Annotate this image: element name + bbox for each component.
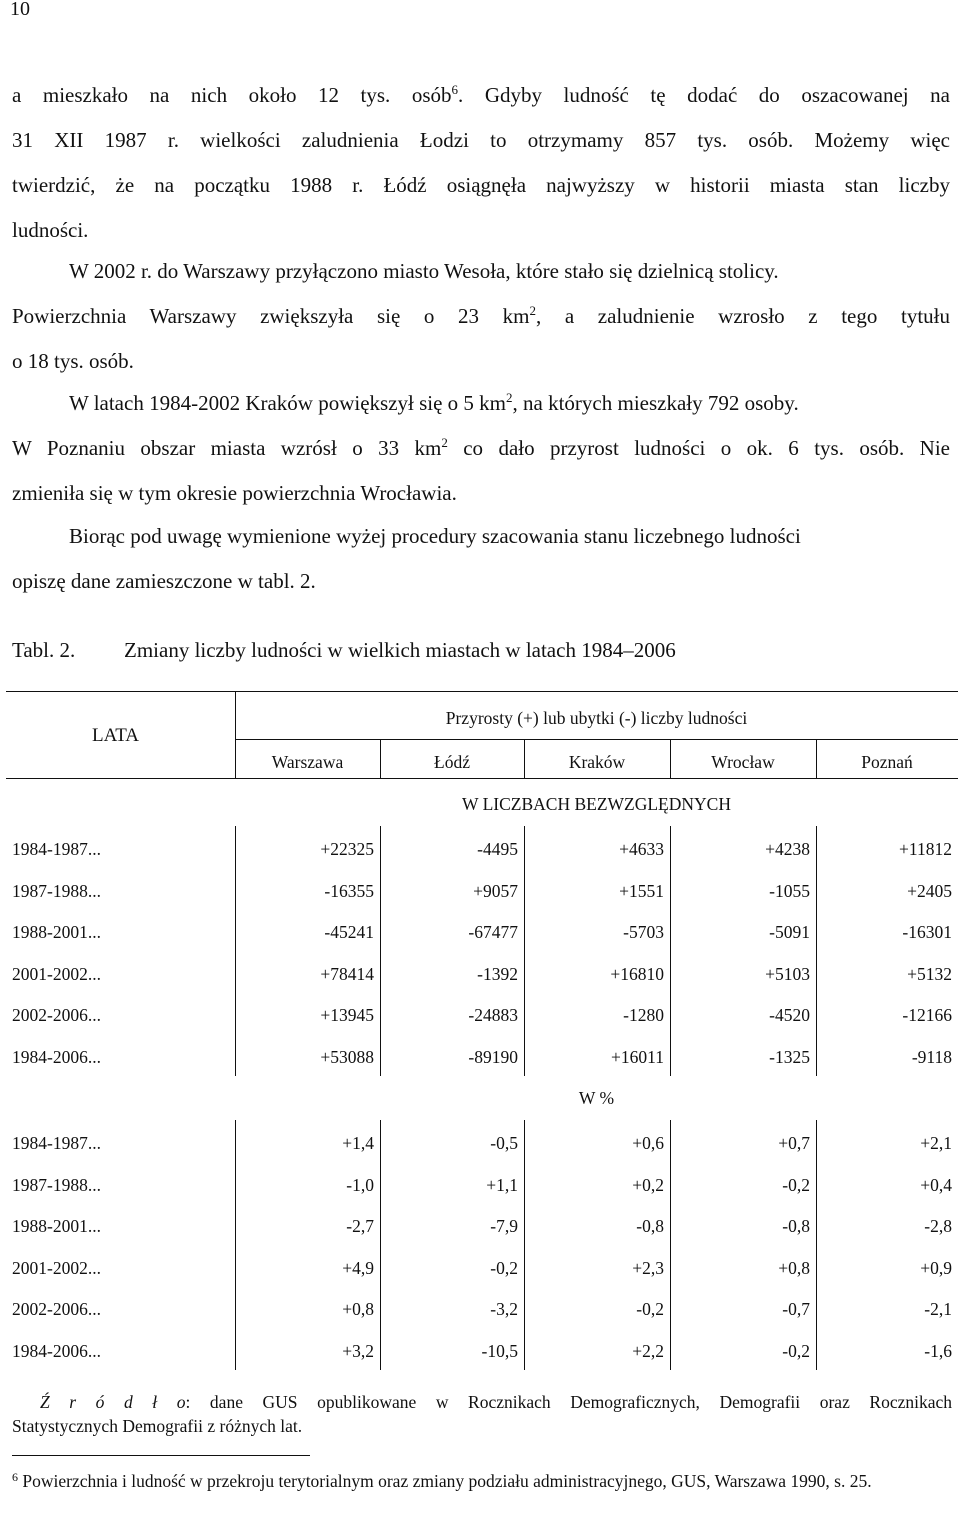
- table-cell: -4520: [769, 1005, 810, 1025]
- paragraph-line: ludności.: [12, 218, 89, 242]
- table-cell: +13945: [320, 1005, 374, 1025]
- column-divider: [670, 1120, 671, 1370]
- table-caption-label: Tabl. 2.: [12, 638, 76, 662]
- row-label: 1984-2006...: [12, 1046, 101, 1067]
- group-header-rule: [235, 739, 958, 740]
- row-label: 2002-2006...: [12, 1005, 101, 1025]
- table-cell: -0,5: [490, 1133, 518, 1153]
- source-text: : dane GUS opublikowane w Rocznikach Demograficznych, Demografii oraz Rocznikach: [185, 1392, 953, 1412]
- table-source: [12, 1390, 952, 1438]
- table-cell: -10,5: [481, 1340, 518, 1361]
- row-label: 1987-1988...: [12, 1174, 101, 1195]
- paragraph-line: W 2002 r. do Warszawy przyłączono miasto Wesoła, które stało się dzielnicą stolicy.: [69, 259, 779, 283]
- table-cell: +9057: [473, 880, 518, 901]
- table-cell: +0,7: [778, 1133, 810, 1153]
- table-cell: +3,2: [342, 1340, 374, 1361]
- header-divider: [670, 739, 671, 778]
- table-cell: -0,2: [782, 1340, 810, 1361]
- column-divider: [380, 826, 381, 1076]
- table-cell: +0,8: [342, 1299, 374, 1319]
- table-cell: +53088: [320, 1046, 374, 1067]
- row-label: 1984-2006...: [12, 1340, 101, 1361]
- text-run: Powierzchnia Warszawy zwiększyła się o 23 km: [12, 304, 530, 328]
- footnote: [12, 1470, 948, 1493]
- text-run: a mieszkało na nich około 12 tys. osób: [12, 83, 452, 107]
- table-cell: +5103: [765, 963, 810, 984]
- table-cell: +0,6: [632, 1133, 664, 1153]
- table-cell: +2,1: [920, 1133, 952, 1153]
- table-cell: -24883: [468, 1005, 518, 1025]
- table-cell: +22325: [320, 839, 374, 859]
- source-label: Ź r ó d ł o: [40, 1392, 186, 1412]
- text-run: . Gdyby ludność tę dodać do oszacowanej na: [458, 83, 950, 107]
- column-divider: [235, 1120, 236, 1370]
- table-cell: -16301: [902, 922, 952, 942]
- paragraph-line: zmieniła się w tym okresie powierzchnia Wrocławia.: [12, 481, 457, 505]
- stub-header: LATA: [92, 725, 140, 746]
- section-title: W %: [578, 1088, 615, 1108]
- text-run: W Poznaniu obszar miasta wzrósł o 33 km: [12, 436, 442, 460]
- column-divider: [380, 1120, 381, 1370]
- header-divider: [524, 739, 525, 778]
- paragraph-line: [12, 426, 950, 471]
- text-run: co dało przyrost ludności o ok. 6 tys. osób. Nie: [447, 436, 951, 460]
- column-header: Warszawa: [271, 752, 344, 772]
- table-cell: +0,4: [920, 1174, 952, 1195]
- footnote-text: Powierzchnia i ludność w przekroju terytorialnym oraz zmiany podziału administracyjnego, GUS, Warszawa 1990, s. 25.: [18, 1471, 872, 1491]
- paragraph-2: [12, 249, 950, 384]
- column-divider: [524, 1120, 525, 1370]
- paragraph-3: [12, 381, 950, 516]
- table-cell: +16011: [611, 1046, 664, 1067]
- header-divider: [816, 739, 817, 778]
- table-caption: [12, 638, 676, 663]
- paragraph-line: o 18 tys. osób.: [12, 349, 134, 373]
- text-run: , a zaludnienie wzrosło z tego tytułu: [535, 304, 950, 328]
- column-header: Łódź: [434, 752, 470, 772]
- table-cell: -89190: [468, 1046, 518, 1067]
- table-cell: -1,0: [346, 1174, 374, 1195]
- footnote-mark: 6: [12, 1470, 18, 1484]
- paragraph-line: [12, 294, 950, 339]
- row-label: 1987-1988...: [12, 880, 101, 901]
- table-cell: -7,9: [490, 1216, 518, 1236]
- table-cell: -3,2: [490, 1299, 518, 1319]
- table-cell: +4238: [765, 839, 810, 859]
- paragraph-line: 31 XII 1987 r. wielkości zaludnienia Łodzi to otrzymamy 857 tys. osób. Możemy więc: [12, 128, 950, 152]
- table-cell: +16810: [610, 963, 664, 984]
- table-caption-title: Zmiany liczby ludności w wielkich miastach w latach 1984–2006: [124, 638, 676, 662]
- text-run: W latach 1984-2002 Kraków powiększył się o 5 km: [69, 391, 507, 415]
- paragraph-line: twierdzić, że na początku 1988 r. Łódź osiągnęła najwyższy w historii miasta stan liczby: [12, 173, 950, 197]
- column-divider: [816, 826, 817, 1076]
- table-top-rule: [6, 691, 958, 692]
- table-cell: +0,9: [920, 1257, 952, 1278]
- column-header: Poznań: [861, 752, 913, 772]
- column-divider: [670, 826, 671, 1076]
- row-label: 2002-2006...: [12, 1299, 101, 1319]
- footnote-separator: [12, 1455, 310, 1456]
- row-label: 1984-1987...: [12, 839, 101, 859]
- table-cell: +11812: [899, 839, 952, 859]
- superscript: 2: [441, 435, 448, 450]
- text-run: , na których mieszkały 792 osoby.: [512, 391, 799, 415]
- table-cell: -0,2: [490, 1257, 518, 1278]
- table-cell: -1055: [769, 880, 810, 901]
- table-cell: -67477: [468, 922, 518, 942]
- column-divider: [524, 826, 525, 1076]
- source-line: [12, 1390, 952, 1414]
- table-cell: +4,9: [342, 1257, 374, 1278]
- column-header-rule: [6, 778, 958, 779]
- table-cell: +2,3: [632, 1257, 664, 1278]
- source-line: Statystycznych Demografii z różnych lat.: [12, 1416, 303, 1436]
- table-cell: -2,1: [924, 1299, 952, 1319]
- row-label: 1988-2001...: [12, 922, 101, 942]
- table-cell: +5132: [907, 963, 952, 984]
- paragraph-line: Biorąc pod uwagę wymienione wyżej procedury szacowania stanu liczebnego ludności: [69, 524, 801, 548]
- header-divider: [380, 739, 381, 778]
- column-divider: [816, 1120, 817, 1370]
- table-cell: +0,8: [778, 1257, 810, 1278]
- table-cell: +4633: [619, 839, 664, 859]
- table-cell: -2,8: [924, 1216, 952, 1236]
- row-label: 2001-2002...: [12, 963, 101, 984]
- table-cell: -1325: [769, 1046, 810, 1067]
- table-cell: -0,8: [782, 1216, 810, 1236]
- table-cell: -0,7: [782, 1299, 810, 1319]
- paragraph-line: [12, 73, 950, 118]
- column-header: Kraków: [568, 752, 626, 772]
- table-cell: +1,1: [486, 1174, 518, 1195]
- group-header: Przyrosty (+) lub ubytki (-) liczby ludności: [445, 708, 748, 728]
- column-divider: [235, 826, 236, 1076]
- table-cell: -1392: [477, 963, 518, 984]
- table-cell: +1551: [619, 880, 664, 901]
- table-cell: -9118: [911, 1046, 952, 1067]
- table-cell: -5091: [769, 922, 810, 942]
- table-cell: -1,6: [924, 1340, 952, 1361]
- table-cell: -12166: [902, 1005, 952, 1025]
- table-cell: -0,2: [636, 1299, 664, 1319]
- paragraph-4: [12, 514, 950, 604]
- row-label: 2001-2002...: [12, 1257, 101, 1278]
- table-cell: +2,2: [632, 1340, 664, 1361]
- paragraph-1: [12, 73, 950, 253]
- table-cell: -5703: [623, 922, 664, 942]
- footnote-ref: 6: [451, 82, 459, 97]
- superscript: 2: [506, 390, 513, 405]
- table-cell: -4495: [477, 839, 518, 859]
- table-cell: +0,2: [632, 1174, 664, 1195]
- table-cell: +1,4: [342, 1133, 374, 1153]
- table-cell: -16355: [324, 880, 374, 901]
- table-cell: -0,2: [782, 1174, 810, 1195]
- table-cell: +78414: [320, 963, 374, 984]
- table-cell: -2,7: [346, 1216, 374, 1236]
- table-cell: -1280: [623, 1005, 664, 1025]
- section-title: W LICZBACH BEZWZGLĘDNYCH: [462, 794, 731, 814]
- table-cell: -45241: [324, 922, 374, 942]
- superscript: 2: [529, 303, 536, 318]
- column-header: Wrocław: [711, 752, 775, 772]
- paragraph-line: [12, 381, 950, 426]
- row-label: 1984-1987...: [12, 1133, 101, 1153]
- table-cell: -0,8: [636, 1216, 664, 1236]
- page-number: 10: [10, 0, 30, 20]
- paragraph-line: opiszę dane zamieszczone w tabl. 2.: [12, 569, 316, 593]
- row-label: 1988-2001...: [12, 1216, 101, 1236]
- table-cell: +2405: [907, 880, 952, 901]
- header-divider: [235, 691, 236, 778]
